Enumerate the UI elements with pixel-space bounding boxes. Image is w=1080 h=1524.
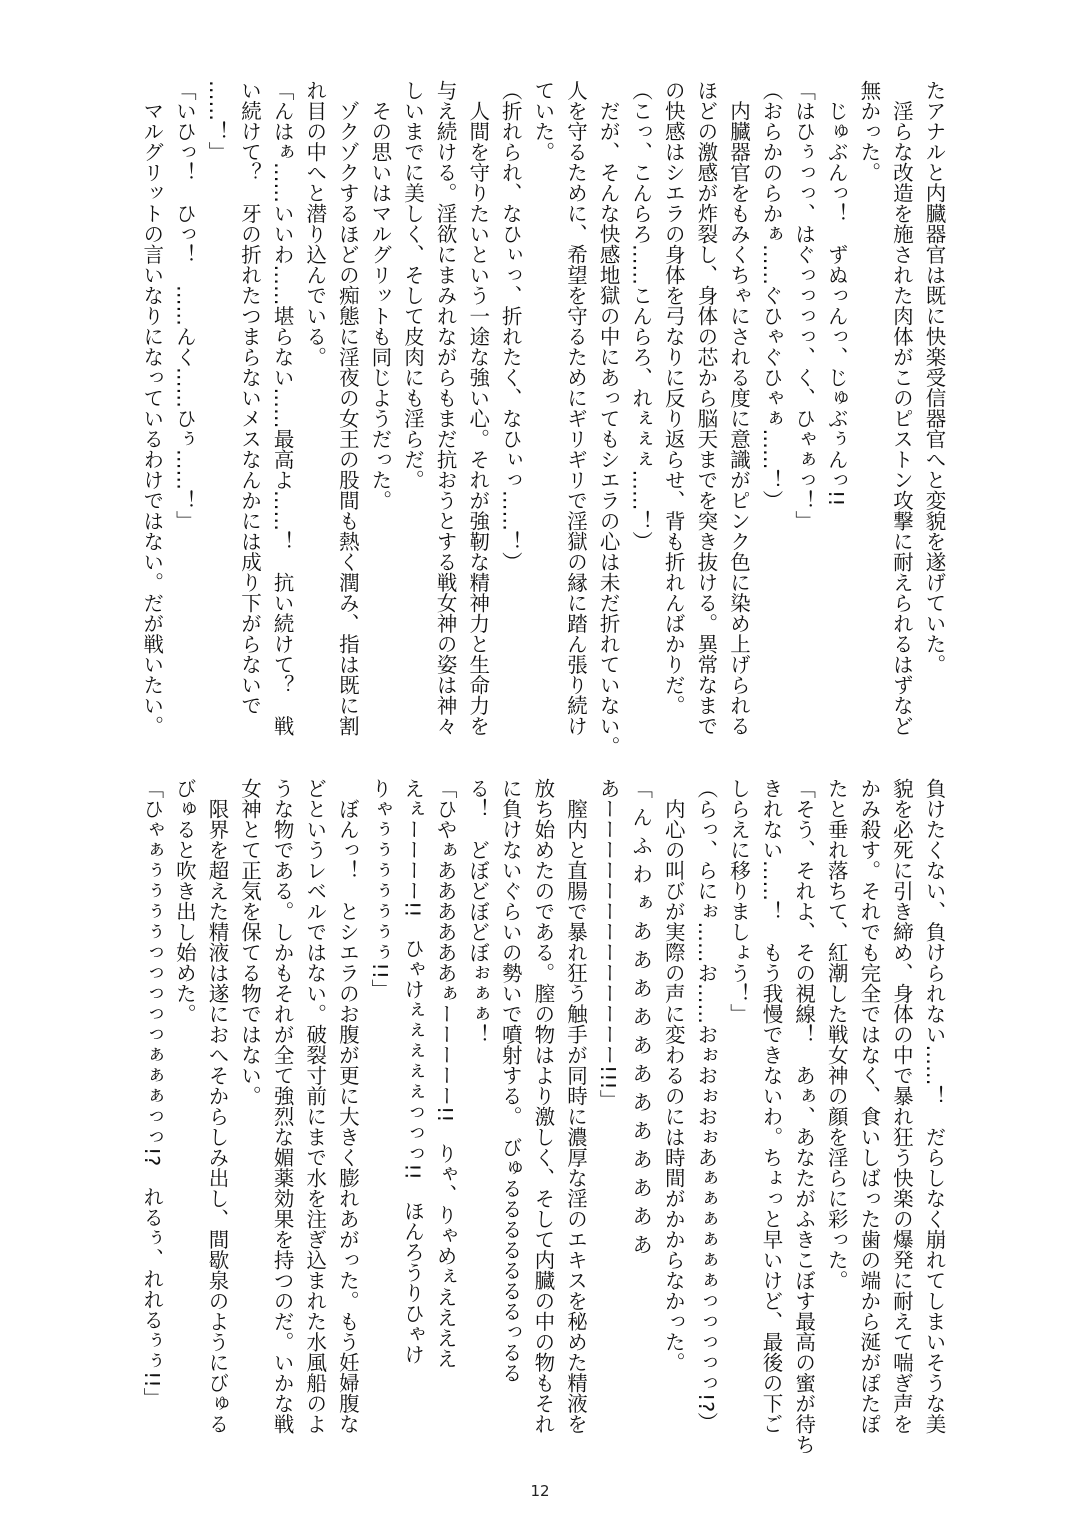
text-column: 女神とて正気を保てる物ではない。 <box>237 778 262 1106</box>
text-column: 「そう、それよ、その視線！ あぁ、あなたがふきこぼす最高の蜜が待ち <box>791 778 816 1455</box>
text-column: ていた。 <box>530 80 555 162</box>
text-column: 内臓器官をもみくちゃにされる度に意識がピンク色に染め上げられる <box>726 80 751 736</box>
text-column: い続けて？ 牙の折れたつまらないメスなんかには成り下がらないで <box>237 80 262 716</box>
text-column: 放ち始めたのである。膣の物はより激しく、そして内臓の中の物もそれ <box>530 778 555 1434</box>
text-column: りゃぅぅぅぅぅぅぅ!!」 <box>367 778 392 1000</box>
text-column: きれない……！ もう我慢できないわ。ちょっと早いけど、最後の下ご <box>759 778 784 1434</box>
text-column: 貌を必死に引き締め、身体の中で暴れ狂う快楽の爆発に耐えて喘ぎ声を <box>889 778 914 1434</box>
text-column: 人間を守りたいという一途な強い心。それが強靭な精神力と生命力を <box>465 80 490 736</box>
text-column: 「ひゃぁぅぅぅぅっっっっっぁぁぁっっ!? れるぅ、れれるぅぅ!!」 <box>139 778 164 1409</box>
text-column: 与え続ける。淫欲にまみれながらもまだ抗おうとする戦女神の姿は神々 <box>433 80 458 736</box>
text-column: 「はひぅっっ、はぐっっっっ、く、ひゃぁっ！」 <box>791 80 816 531</box>
text-column: あーーーーーーーーーーーーー!!!」 <box>596 778 621 1111</box>
text-column: えぇーーーー!! ひゃけぇぇぇぇぇっっっ!! ほんろうりひゃけ <box>400 778 425 1365</box>
text-column: 「いひっ！ ひっ！ ……んく……ひぅ……！」 <box>172 80 197 531</box>
text-column: の快感はシエラの身体を弓なりに反り返らせ、背も折れんばかりだ。 <box>661 80 686 716</box>
text-column: （おらかのらかぁ……ぐひゃぐひゃぁ……！） <box>759 80 784 511</box>
text-column: ぼんっ！ とシエラのお腹が更に大きく膨れあがった。もう妊婦腹な <box>335 778 360 1434</box>
text-column: 「んふわぁああああああああああああ <box>628 778 653 1263</box>
text-column: る！ どぼどぼどぼぉぁぁ！ <box>465 778 490 1045</box>
text-column: 人を守るために、希望を守るためにギリギリで淫獄の縁に踏ん張り続け <box>563 80 588 736</box>
text-column: ゾクゾクするほどの痴態に淫夜の女王の股間も熱く潤み、指は既に割 <box>335 80 360 736</box>
upper-text-tier <box>130 80 950 770</box>
text-column: うな物である。しかもそれが全て強烈な媚薬効果を持つのだ。いかな戦 <box>270 778 295 1434</box>
text-column: じゅぶんっ！ ずぬっんっ、じゅぶぅんっ!! <box>824 80 849 507</box>
text-column: しいまでに美しく、そして皮肉にも淫らだ。 <box>400 80 425 490</box>
text-column: 負けたくない、負けられない……！ だらしなく崩れてしまいそうな美 <box>922 778 946 1434</box>
text-column: 内心の叫びが実際の声に変わるのには時間がかからなかった。 <box>661 778 686 1373</box>
lower-text-tier <box>130 778 950 1468</box>
text-column: 「ひやぁああああああぁーーーーー!! りゃ、りゃめぇええええ <box>433 778 458 1369</box>
text-column: だが、そんな快感地獄の中にあってもシエラの心は未だ折れていない。 <box>596 80 621 757</box>
text-column: ……！」 <box>204 80 229 162</box>
text-column: に負けないぐらいの勢いで噴射する。 びゅるるるるるるるっるる <box>498 778 523 1383</box>
text-column: 膣内と直腸で暴れ狂う触手が同時に濃厚な淫のエキスを秘めた精液を <box>563 778 588 1434</box>
text-column: その思いはマルグリットも同じようだった。 <box>367 80 392 511</box>
page-number: 12 <box>530 1482 550 1500</box>
text-column: しらえに移りましょう！」 <box>726 778 751 1024</box>
text-column: どというレベルではない。破裂寸前にまで水を注ぎ込まれた水風船のよ <box>302 778 327 1434</box>
text-column: 限界を超えた精液は遂におへそからしみ出し、間歇泉のようにびゅる <box>204 778 229 1434</box>
text-column: たと垂れ落ちて、紅潮した戦女神の顔を淫らに彩った。 <box>824 778 849 1291</box>
text-column: （こっ、こんらろ……こんらろ、れぇぇぇ……！） <box>628 80 653 552</box>
text-column: マルグリットの言いなりになっているわけではない。だが戦いたい。 <box>139 80 164 736</box>
text-column: （折れられ、なひぃっ、折れたく、なひぃっ……！） <box>498 80 523 572</box>
text-column: （らっ、らにぉ……お……おぉおぉおぉあぁぁぁぁぁぁっっっっっ!?） <box>693 778 718 1433</box>
text-column: 無かった。 <box>856 80 881 183</box>
text-column: 淫らな改造を施された肉体がこのピストン攻撃に耐えられるはずなど <box>889 80 914 736</box>
text-column: かみ殺す。それでも完全ではなく、食いしばった歯の端から涎がぽたぽ <box>856 778 881 1434</box>
text-column: 「んはぁ……いいわ……堪らない……最高よ……！ 抗い続けて？ 戦 <box>270 80 295 736</box>
text-column: れ目の中へと潜り込んでいる。 <box>302 80 327 367</box>
text-column: たアナルと内臓器官は既に快楽受信器官へと変貌を遂げていた。 <box>922 80 946 675</box>
text-column: びゅると吹き出し始めた。 <box>172 778 197 1024</box>
text-column: ほどの激感が炸裂し、身体の芯から脳天までを突き抜ける。異常なまで <box>693 80 718 736</box>
